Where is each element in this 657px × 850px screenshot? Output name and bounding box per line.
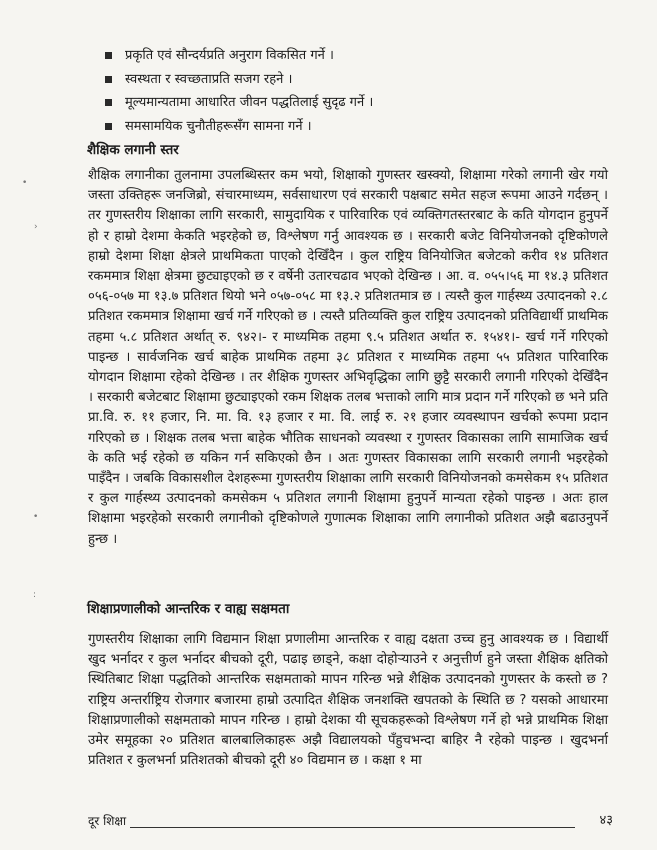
- bullet-text: मूल्यमान्यतामा आधारित जीवन पद्धतिलाई सुदृढ गर्ने ।: [125, 95, 374, 110]
- paragraph-investment: शैक्षिक लगानीका तुलनामा उपलब्धिस्तर कम भयो, शिक्षाको गुणस्तर खस्क्यो, शिक्षामा गरेको लगानी खेर गयो जस्ता उक्तिहरू जनजिब्रो, संचारमाध्यम, सर्वसाधारण एवं सरकारी पक्षबाट समेत सहज रूपमा आउने गर्दछन् । तर गुणस्तरीय शिक्षाका लागि सरकारी, सामुदायिक र पारिवारिक एवं व्यक्तिगतस्तरबाट के कति योगदान हुनुपर्ने हो र हाम्रो देशमा केकति भइरहेको छ, विश्लेषण गर्नु आवश्यक छ । सरकारी बजेट विनियोजनको दृष्टिकोणले हाम्रो देशमा शिक्षा क्षेत्रले प्राथमिकता पाएको देखिँदैन । कुल राष्ट्रिय विनियोजित बजेटको करीव १४ प्रतिशत रकममात्र शिक्षा क्षेत्रमा छुट्याइएको छ र वर्षेनी उतारचढाव भएको देखिन्छ । आ. व. ०५५।५६ मा १४.३ प्रतिशत ०५६-०५७ मा १३.७ प्रतिशत थियो भने ०५७-०५८ मा १३.२ प्रतिशतमात्र छ । त्यस्तै कुल गार्हस्थ्य उत्पादनको २.८ प्रतिशत रकममात्र शिक्षामा खर्च गर्ने गरिएको छ । त्यस्तै प्रतिव्यक्ति कुल राष्ट्रिय उत्पादनको प्रतिविद्यार्थी प्राथमिक तहमा ५.८ प्रतिशत अर्थात् रु. ९४२।- र माध्यमिक तहमा ९.५ प्रतिशत अर्थात रु. १५४१।- खर्च गर्ने गरिएको पाइन्छ । सार्वजनिक खर्च बाहेक प्राथमिक तहमा ३८ प्रतिशत र माध्यमिक तहमा ५५ प्रतिशत पारिवारिक योगदान शिक्षामा रहेको देखिन्छ । तर शैक्षिक गुणस्तर अभिवृद्धिका लागि छुट्टै सरकारी लगानी गरिएको देखिँदैन । सरकारी बजेटबाट शिक्षामा छुट्याइएको रकम शिक्षक तलब भत्ताको लागि मात्र प्रदान गर्ने गरिएको छ भने प्रति प्रा.वि. रु. ११ हजार, नि. मा. वि. १३ हजार र मा. वि. लाई रु. २१ हजार व्यवस्थापन खर्चको रूपमा प्रदान गरिएको छ । शिक्षक तलब भत्ता बाहेक भौतिक साधनको व्यवस्था र गुणस्तर विकासका लागि सामाजिक खर्च के कति भई रहेको छ यकिन गर्न सकिएको छैन । अतः गुणस्तर विकासका लागि सरकारी लगानी भइरहेको पाइँदैन । जबकि विकासशील देशहरूमा गुणस्तरीय शिक्षाका लागि सरकारी विनियोजनको कमसेकम १५ प्रतिशत र कुल गार्हस्थ्य उत्पादनको कमसेकम ५ प्रतिशत लगानी शिक्षामा हुनुपर्ने मान्यता रहेको पाइन्छ । अतः हाल शिक्षामा भइरहेको सरकारी लगानीको दृष्टिकोणले गुणात्मक शिक्षाका लागि लगानीको प्रतिशत अझै बढाउनुपर्ने हुन्छ ।: [88, 168, 608, 547]
- margin-speck-icon: •: [22, 178, 28, 188]
- square-bullet-icon: [105, 76, 112, 83]
- list-item: [105, 115, 585, 139]
- margin-speck-icon: •: [33, 512, 39, 522]
- square-bullet-icon: [105, 52, 112, 59]
- square-bullet-icon: [105, 99, 112, 106]
- page-number: ४३: [599, 813, 613, 828]
- footer-label: दूर शिक्षा: [88, 814, 127, 828]
- margin-speck-icon: ›: [34, 222, 38, 232]
- page-footer: [88, 812, 613, 834]
- section-heading-efficiency: शिक्षाप्रणालीको आन्तरिक र वाह्य सक्षमता: [87, 601, 290, 617]
- list-item: [105, 68, 585, 92]
- bullet-text: समसामयिक चुनौतीहरूसँग सामना गर्ने ।: [125, 118, 312, 134]
- list-item: [105, 91, 585, 115]
- bullet-list: [105, 44, 585, 138]
- section-heading-investment: शैक्षिक लगानी स्तर: [87, 142, 179, 158]
- margin-speck-icon: :: [33, 590, 37, 600]
- bullet-text: स्वस्थता र स्वच्छताप्रति सजग रहने ।: [125, 71, 293, 87]
- list-item: [105, 44, 585, 68]
- paragraph-efficiency: गुणस्तरीय शिक्षाका लागि विद्यमान शिक्षा प्रणालीमा आन्तरिक र वाह्य दक्षता उच्च हुनु आवश्यक छ । विद्यार्थी खुद भर्नादर र कुल भर्नादर बीचको दूरी, पढाइ छाड्ने, कक्षा दोहोऱ्याउने र अनुत्तीर्ण हुने जस्ता शैक्षिक क्षतिको स्थितिबाट शिक्षा पद्धतिको आन्तरिक सक्षमताको मापन गरिन्छ भन्ने शैक्षिक उत्पादनको गुणस्तर के कस्तो छ ? राष्ट्रिय अन्तर्राष्ट्रिय रोजगार बजारमा हाम्रो उत्पादित शैक्षिक जनशक्ति खपतको के स्थिति छ ? यसको आधारमा शिक्षाप्रणालीको सक्षमताको मापन गरिन्छ । हाम्रो देशका यी सूचकहरूको विश्लेषण गर्ने हो भन्ने प्राथमिक शिक्षा उमेर समूहका २० प्रतिशत बालबालिकाहरू अझै विद्यालयको पँहुचभन्दा बाहिर नै रहेको पाइन्छ । खुदभर्ना प्रतिशत र कुलभर्ना प्रतिशतको बीचको दूरी ४० विद्यमान छ । कक्षा १ मा: [88, 632, 608, 769]
- bullet-text: प्रकृति एवं सौन्दर्यप्रति अनुराग विकसित गर्ने ।: [125, 48, 334, 63]
- square-bullet-icon: [105, 123, 112, 130]
- footer-rule: [130, 827, 575, 828]
